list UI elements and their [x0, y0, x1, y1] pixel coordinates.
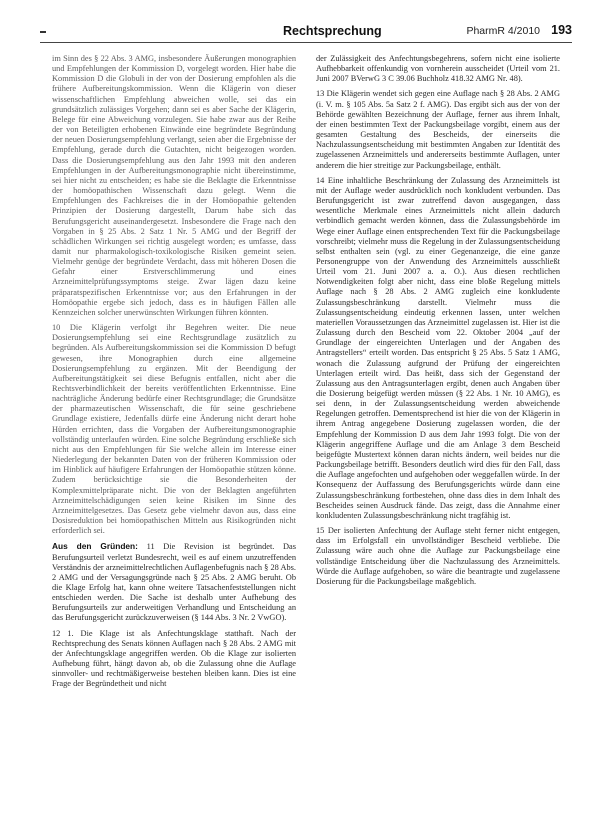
right-column [316, 54, 560, 834]
section-title: Rechtsprechung [283, 24, 382, 38]
reasons-text: 11 Die Revision ist begründet. Das Berufungsurteil verletzt Bundesrecht, weil es auf einem unzutreffenden Verständnis der arzneimittelrechtlichen Auflagenbefugnis nach § 28 Abs. 2 AMG und der Versagungsgründe nach § 25 Abs. 2 AMG beruht. Ob die Klage Erfolg hat, kann ohne weitere Tatsachenfeststellungen nicht entschieden werden. Die Sache ist deshalb unter Aufhebung des Berufungsurteils zur anderweitigen Verhandlung und Entscheidung an das Berufungsgericht zurückzuverweisen (§ 144 Abs. 3 Nr. 2 VwGO). [52, 542, 296, 623]
paragraph: 10 Die Klägerin verfolgt ihr Begehren weiter. Die neue Dosierungsempfehlung sei eine Rechtsgrundlage zusätzlich zu begründen. Als Aufbereitungskommission sei die Kommission D befugt gewesen, ihre Monographien durch eine allgemeine Dosierungsempfehlung zu ergänzen. Mit der Beendigung der Aufbereitungstätigkeit sei diese Befugnis entfallen, nicht aber die Rechtsverbindlichkeit der bereits veröffentlichten Erkenntnisse. Eine nachträgliche Änderung bedürfe einer Rechtsgrundlage; die Grundsätze der pharmazeutischen Wissenschaft, die für seine geschriebene Grundlage existiere, Jedenfalls dürfe eine Änderung nicht derart hohe Hürden errichten, dass die Vorgaben der Aufbereitungsmonographie vollständig unterlaufen würden. Eine solche Begründung erschließe sich nicht aus den Empfehlungen für Sie welche allein im Interesse einer Niederlegung der bekannten Daten von der früheren Kommission oder im Hinblick auf häufigere Erfahrungen der Homöopathie stützen könne. Zudem berücksichtige sie die Besonderheiten der Komplexmittelpräparate nicht. Die von der Beklagten angeführten Arzneimittelschädigungen seien keine Risiken im Sinne des Arzneimittelgesetzes. Das Gesetz gebe vielmehr davon aus, dass eine Dosisreduktion bei homöopathischen Mitteln aus Risikogründen nicht erforderlich sei. [52, 323, 296, 536]
left-column [52, 54, 296, 834]
paragraph: im Sinn des § 22 Abs. 3 AMG, insbesondere Äußerungen monographien und Empfehlungen der Kommission D, vorgelegt worden. Hier habe die Kommission D die Globuli in der von der Dosierung empfohlen als die frühere Aufbereitungskommission. Wenn die Klägerin von dieser wissenschaftlichen Empfehlung abweichen wolle, sei das ein grundsätzlich zulässiges Vorgehen; dann sei es aber Sache der Klägerin, Belege für eine Abweichung vorzulegen. Sie habe zwar aus der Reihe der von Beteiligten erhobenen Einwände eine begründete Begründung der neuen Dosierungsempfehlung verlangt, seien aber die Ergebnisse der Empfehlung, gerade durch die Gutachten, nicht beigezogen worden. Dass die Dosierungsempfehlung aus den Jahr 1993 mit den anderen Empfehlungen in der Aufbereitungsmonographie nicht übereinstimme, sei hier nicht zu entscheiden; es habe sie die Beklagte die Erkenntnisse der homöopathischen Wissenschaft dazu gelegt. Wenn die Empfehlungen des Fachkreises die in der Homöopathie geltenden Prinzipien der Dosierung dargestellt, Darum habe sich das Berufungsgericht auseinandergesetzt. Insbesondere die Frage nach den Vorgaben in § 25 Abs. 2 Satz 1 Nr. 5 AMG und der Begriff der schädlichen Wirkungen sei richtig ausgelegt worden; es umfasse, dass damit nur pharmakologisch-toxikologische Risiken gemeint seien. Vielmehr genüge der begründete Verdacht, dass mit höheren Dosen die Gefahr einer Erstverschlimmerung und eines Arzneimittelprüfungssymptoms steige. Zwar lägen dazu keine präparatspezifischen Erkenntnisse vor; aus den Erfahrungen in der Homöopathie ergebe sich jedoch, dass es in häufigen Fällen alle Kennzeichen solcher unerwünschten Wirkungen führen könnten. [52, 54, 296, 317]
paragraph: 12 1. Die Klage ist als Anfechtungsklage statthaft. Nach der Rechtsprechung des Senats können Auflagen nach § 28 Abs. 2 AMG mit der Anfechtungsklage angegriffen werden. Ob die Klage zur isolierten Aufhebung führt, hängt davon ab, ob die Zulassung ohne die Auflage sinnvoller- und rechtmäßigerweise bestehen bleiben kann. Dies ist eine Frage der Begründetheit und nicht [52, 628, 296, 689]
publication-issue: PharmR 4/2010 [466, 25, 540, 37]
page-number: 193 [551, 23, 572, 37]
paragraph: 14 Eine inhaltliche Beschränkung der Zulassung des Arzneimittels ist mit der Auflage weder ausdrücklich noch konkludent verbunden. Das Berufungsgericht ist zwar zutreffend davon ausgegangen, dass wesentliche Merkmale eines Arzneimittels nicht allein dadurch verbindlich gemacht werden können, dass die Zulassungsbehörde im Wege einer Auflage einen entsprechenden Text für die Packungsbeilage vorschreibt; vielmehr muss die Regelung in der Zulassungsentscheidung selbst enthalten sein (vgl. zu einer Gegenanzeige, die eine ganze Personengruppe von der Anwendung des Arzneimittels ausschließt Urteil vom 21. Juni 2007 a. a. O.). Aus diesen rechtlichen Notwendigkeiten folgt aber nicht, dass eine bloße Regelung mittels Auflage nach § 28 Abs. 2 AMG zugleich eine konkludente Zulassungsbeschränkung darstellt. Vielmehr muss die Zulassungsentscheidung eindeutig erkennen lassen, unter welchen materiellen Voraussetzungen das Arzneimittel zugelassen ist. Hier ist die Zulassung durch den Bescheid vom 22. Oktober 2004 „auf der Grundlage der eingereichten Unterlagen und der Angaben des Antragstellers“ erteilt worden. Das entspricht § 25 Abs. 5 Satz 1 AMG, wonach die Zulassung aufgrund der Prüfung der eingereichten Unterlagen erteilt wird. Das heißt, dass sich der Gegenstand der Zulassung aus den Antragsunterlagen ergibt, denen auch Angaben über die Dosierung beigefügt werden müssen (§ 22 Abs. 1 Nr. 10 AMG), es sei denn, in der Zulassungsentscheidung werden abweichende Regelungen getroffen. Dementsprechend ist hier die von der Klägerin in ihrem Antrag angegebene Dosierung zugelassen worden, die der Empfehlung der Kommission D aus dem Jahr 1993 folgt. Die von der Klägerin angegriffene Auflage und die am Anlage 3 dem Bescheid beigefügte Mustertext können daran nichts ändern, weil beides nur die Packungsbeilage betrifft. Besonders deutlich wird dies für den Fall, dass die Auflage angefochten und aufgehoben oder weggefallen würde. In der Konsequenz der Auffassung des Berufungsgerichts würde dann eine Zulassungsbeschränkung fortbestehen, ohne dass dies in dem Inhalt des Bescheides seinen Ausdruck fände. Das zeigt, dass die Annahme einer konkludenten Zulassungsbeschränkung nicht tragfähig ist. [316, 175, 560, 520]
paragraph: der Zulässigkeit des Anfechtungsbegehrens, sofern nicht eine isolierte Aufhebbarkeit offenkundig von vornherein ausscheidet (Urteil vom 21. Juni 2007 BVerwG 3 C 39.06 Buchholz 418.32 AMG Nr. 48). [316, 54, 560, 84]
reasons-heading: Aus den Gründen: [52, 541, 138, 552]
paragraph: 15 Der isolierten Anfechtung der Auflage steht ferner nicht entgegen, dass im Erfolgsfall ein unvollständiger Bescheid verbliebe. Die Zulassung wäre auch ohne die Auflage zur Packungsbeilage eine vollständige Entscheidung über die Nachzulassung des Arzneimittels. Würde die Auflage aufgehoben, so wäre die beantragte und zugelassene Dosierung für die Packungsbeilage maßgeblich. [316, 526, 560, 586]
paragraph: 13 Die Klägerin wendet sich gegen eine Auflage nach § 28 Abs. 2 AMG (i. V. m. § 105 Abs. 5a Satz 2 f. AMG). Das ergibt sich aus der von der Behörde gewählten Bezeichnung der Auflage, ferner aus ihrem Inhalt, der einen bestimmten Text der Packungsbeilage vorgibt, einem aus der gesamten Gestaltung des Bescheids, der einerseits die Nachzulassungsentscheidung mit bestimmten Angaben zur Identität des zugelassenen Arzneimittels und andererseits bestimmte Auflagen, unter anderem die hier streitige zur Packungsbeilage, enthält. [316, 89, 560, 170]
paragraph-reasons [52, 541, 296, 623]
header-rule [40, 42, 572, 43]
header-marker [40, 31, 46, 33]
page-header [40, 22, 572, 44]
